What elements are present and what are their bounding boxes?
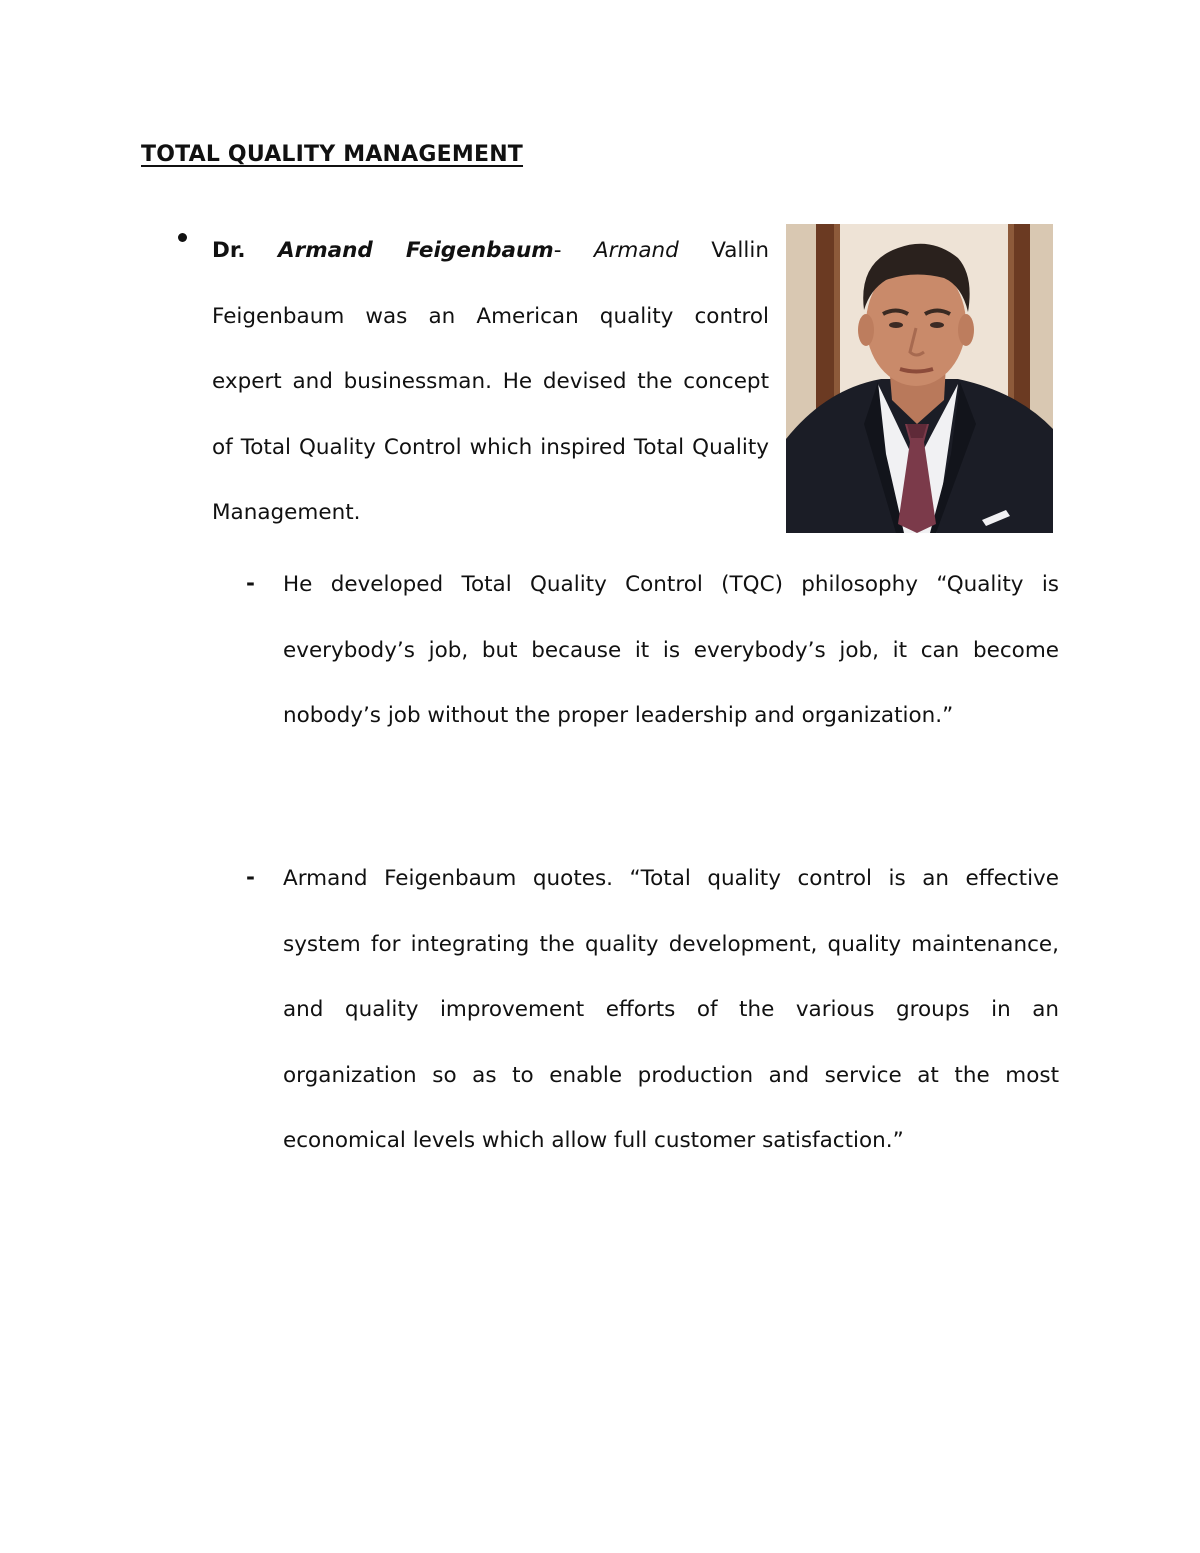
intro-paragraph <box>212 218 769 546</box>
person-name: Armand Feigenbaum <box>277 238 554 263</box>
bullet-icon <box>178 233 187 242</box>
portrait-image <box>786 224 1053 533</box>
name-dash: - <box>553 238 562 263</box>
sub-bullet-marker: - <box>246 571 255 596</box>
page-title: TOTAL QUALITY MANAGEMENT <box>141 142 524 167</box>
sub-bullet-marker: - <box>246 865 255 890</box>
intro-text: Vallin Feigenbaum was an American quality control expert and businessman. He devised the concept of Total Quality Control which inspired Total Quality Management. <box>212 238 769 525</box>
point-paragraph: He developed Total Quality Control (TQC) philosophy “Quality is everybody’s job, but because it is everybody’s job, it can become nobody’s job without the proper leadership and organization.” <box>283 572 1059 728</box>
name-prefix: Dr. <box>212 238 246 263</box>
point-paragraph: Armand Feigenbaum quotes. “Total quality control is an effective system for integrating the quality development, quality maintenance, and quality improvement efforts of the various groups in an organization so as to enable production and service at the most economical levels which allow full customer satisfaction.” <box>283 866 1059 1153</box>
portrait-photo <box>786 224 1053 533</box>
intro-first-word: Armand <box>593 238 679 263</box>
